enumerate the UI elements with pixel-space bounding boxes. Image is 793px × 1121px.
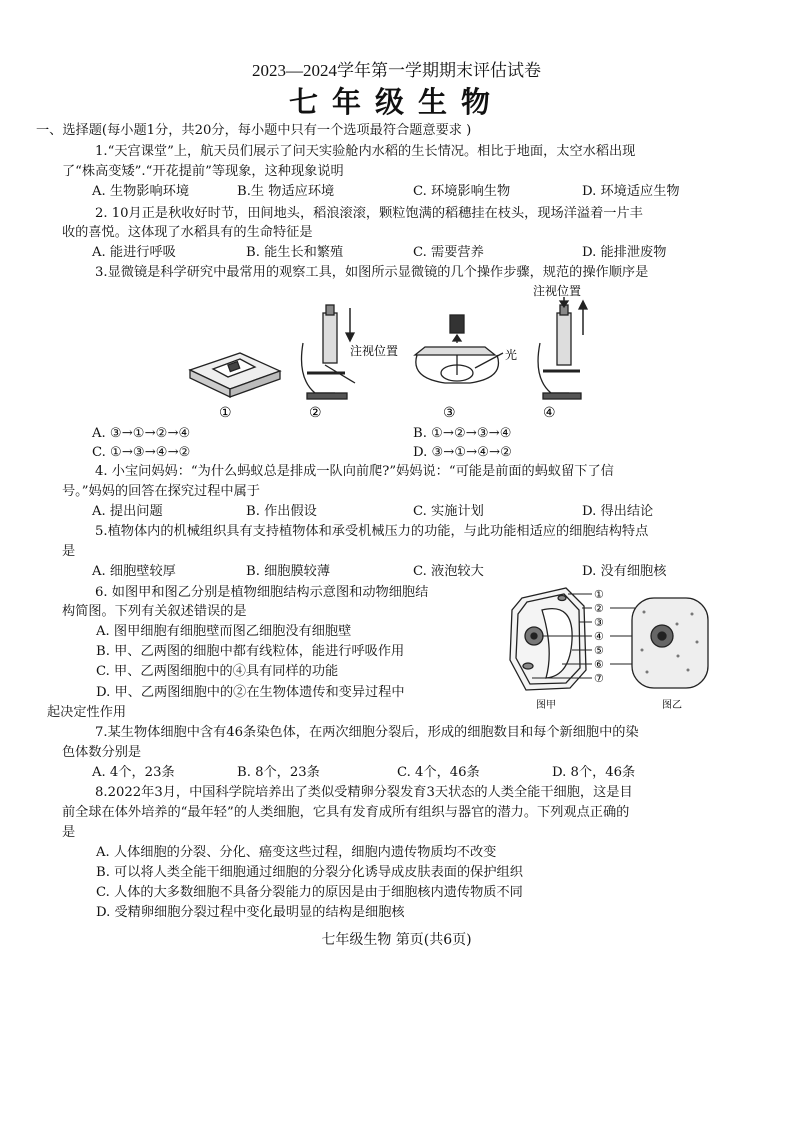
watch-position-label-1: 注视位置 bbox=[350, 344, 399, 358]
q5-option-b: B. 细胞膜较薄 bbox=[246, 564, 331, 579]
label-6: ⑥ bbox=[594, 658, 604, 671]
q2-option-d: D. 能排泄废物 bbox=[582, 245, 667, 260]
q7-option-c: C. 4个，46条 bbox=[397, 765, 480, 780]
q3-option-b: B. ①→②→③→④ bbox=[413, 426, 512, 441]
animal-cell-diagram bbox=[632, 598, 708, 688]
microscope-raising-figure bbox=[538, 297, 587, 399]
label-7: ⑦ bbox=[594, 672, 604, 685]
q2-line2: 收的喜悦。这体现了水稻具有的生命特征是 bbox=[62, 225, 313, 240]
caption-figure-a: 图甲 bbox=[536, 700, 556, 711]
subject-title: 七年级生物 bbox=[288, 85, 504, 119]
watch-position-label-2: 注视位置 bbox=[533, 284, 582, 298]
q8-option-b: B. 可以将人类全能干细胞通过细胞的分裂分化诱导成皮肤表面的保护组织 bbox=[96, 865, 523, 880]
step-label-2: ② bbox=[309, 405, 322, 421]
q1-option-c: C. 环境影响生物 bbox=[413, 184, 511, 199]
step-label-1: ① bbox=[219, 405, 232, 421]
label-2: ② bbox=[594, 602, 604, 615]
q3-option-d: D. ③→①→④→② bbox=[413, 445, 512, 460]
q8-line1: 8.2022年3月，中国科学院培养出了类似受精卵分裂发育3天状态的人类全能干细胞，这是目 bbox=[95, 785, 633, 800]
q3-option-a: A. ③→①→②→④ bbox=[92, 426, 191, 441]
q5-option-a: A. 细胞壁较厚 bbox=[92, 564, 176, 579]
q8-line2: 前全球在体外培养的“最年轻”的人类细胞，它具有发育成所有组织与器官的潜力。下列观点正确的 bbox=[62, 805, 630, 820]
q6-option-b: B. 甲、乙两图的细胞中都有线粒体，能进行呼吸作用 bbox=[96, 644, 405, 659]
label-5: ⑤ bbox=[594, 644, 604, 657]
caption-figure-b: 图乙 bbox=[662, 700, 682, 711]
q7-option-a: A. 4个，23条 bbox=[92, 765, 175, 780]
q4-option-c: C. 实施计划 bbox=[413, 504, 484, 519]
q4-option-d: D. 得出结论 bbox=[582, 504, 654, 519]
q4-line2: 号。”妈妈的回答在探究过程中属于 bbox=[62, 484, 260, 499]
q2-option-c: C. 需要营养 bbox=[413, 245, 484, 260]
slide-step-figure bbox=[190, 353, 280, 397]
q5-option-c: C. 液泡较大 bbox=[413, 564, 484, 579]
label-3: ③ bbox=[594, 616, 604, 629]
q4-option-b: B. 作出假设 bbox=[246, 504, 317, 519]
exam-title: 2023—2024学年第一学期期末评估试卷 bbox=[252, 61, 541, 80]
q3-option-c: C. ①→③→④→② bbox=[92, 445, 191, 460]
microscope-lowering-figure bbox=[302, 305, 356, 399]
q1-option-a: A. 生物影响环境 bbox=[92, 184, 190, 199]
light-label: 光 bbox=[505, 348, 518, 362]
q8-option-c: C. 人体的大多数细胞不具备分裂能力的原因是由于细胞核内遗传物质不同 bbox=[96, 885, 523, 900]
q6-option-a: A. 图甲细胞有细胞壁而图乙细胞没有细胞壁 bbox=[96, 624, 352, 639]
q4-line1: 4. 小宝问妈妈：“为什么蚂蚁总是排成一队向前爬?”妈妈说：“可能是前面的蚂蚁留下了信 bbox=[95, 464, 614, 479]
q6-option-d-continued: 起决定性作用 bbox=[47, 705, 127, 720]
q5-option-d: D. 没有细胞核 bbox=[582, 564, 667, 579]
q1-line2: 了“株高变矮”.“开花提前”等现象，这种现象说明 bbox=[62, 164, 344, 179]
section-heading: 一、选择题(每小题1分，共20分，每小题中只有一个选项最符合题意要求 ) bbox=[36, 123, 472, 138]
q5-line1: 5.植物体内的机械组织具有支持植物体和承受机械压力的功能，与此功能相适应的细胞结构特点 bbox=[95, 524, 649, 539]
q1-option-b: B.生 物适应环境 bbox=[237, 184, 335, 199]
q1-option-d: D. 环境适应生物 bbox=[582, 184, 680, 199]
q1-line1: 1.“天宫课堂”上，航天员们展示了问天实验舱内水稻的生长情况。相比于地面，太空水稻出现 bbox=[95, 144, 636, 159]
q7-option-d: D. 8个，46条 bbox=[552, 765, 636, 780]
q2-line1: 2. 10月正是秋收好时节，田间地头，稻浪滚滚，颗粒饱满的稻穗挂在枝头，现场洋溢着一片丰 bbox=[95, 206, 643, 221]
plant-cell-diagram bbox=[510, 588, 586, 690]
q2-option-b: B. 能生长和繁殖 bbox=[246, 245, 344, 260]
cell-structure-figure bbox=[502, 580, 720, 712]
q4-option-a: A. 提出问题 bbox=[92, 504, 163, 519]
page-footer: 七年级生物 第页(共6页) bbox=[321, 932, 472, 948]
step-label-3: ③ bbox=[443, 405, 456, 421]
q6-line1: 6. 如图甲和图乙分别是植物细胞结构示意图和动物细胞结 bbox=[95, 585, 429, 600]
q3-line1: 3.显微镜是科学研究中最常用的观察工具，如图所示显微镜的几个操作步骤，规范的操作顺序是 bbox=[95, 265, 649, 280]
q6-option-c: C. 甲、乙两图细胞中的④具有同样的功能 bbox=[96, 664, 339, 679]
q7-line2: 色体数分别是 bbox=[62, 745, 142, 760]
q8-option-d: D. 受精卵细胞分裂过程中变化最明显的结构是细胞核 bbox=[96, 905, 405, 920]
q8-line3: 是 bbox=[62, 825, 76, 840]
q7-line1: 7.某生物体细胞中含有46条染色体，在两次细胞分裂后，形成的细胞数目和每个新细胞中的染 bbox=[95, 725, 639, 740]
label-4: ④ bbox=[594, 630, 604, 643]
mirror-step-figure bbox=[415, 315, 503, 383]
label-1: ① bbox=[594, 588, 604, 601]
q6-option-d: D. 甲、乙两图细胞中的②在生物体遗传和变异过程中 bbox=[96, 685, 405, 700]
q2-option-a: A. 能进行呼吸 bbox=[92, 245, 176, 260]
q8-option-a: A. 人体细胞的分裂、分化、癌变这些过程，细胞内遗传物质均不改变 bbox=[96, 845, 497, 860]
microscope-steps-figure bbox=[185, 283, 605, 423]
step-label-4: ④ bbox=[543, 405, 556, 421]
q7-option-b: B. 8个，23条 bbox=[237, 765, 320, 780]
q6-line2: 构简图。下列有关叙述错误的是 bbox=[62, 604, 247, 619]
q5-line2: 是 bbox=[62, 544, 76, 559]
